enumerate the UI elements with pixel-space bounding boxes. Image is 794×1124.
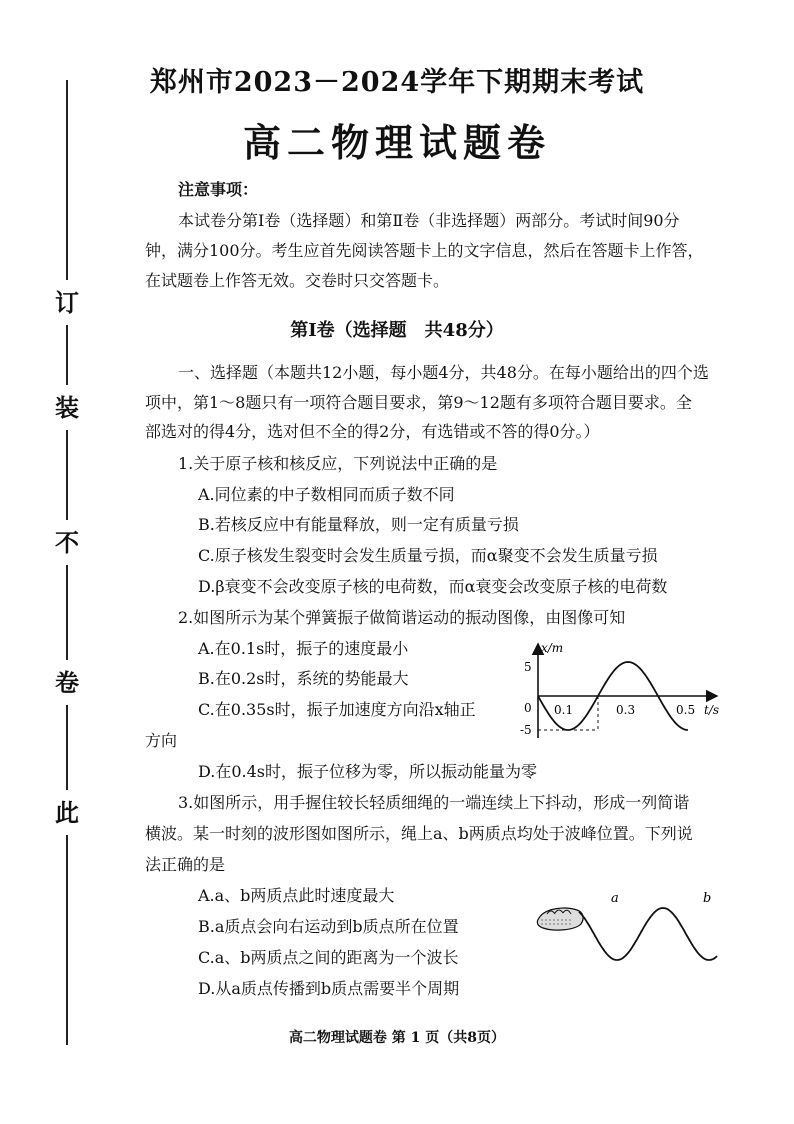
question-option: A.a、b两质点此时速度最大 <box>198 886 395 905</box>
tick-label: 0.1 <box>554 703 574 717</box>
question-stem: 1.关于原子核和核反应，下列说法中正确的是 <box>178 454 498 473</box>
x-axis-label: t/s <box>704 703 720 717</box>
question-option: A.同位素的中子数相同而质子数不同 <box>198 485 455 504</box>
part1-instructions: 部选对的得4分，选对但不全的得2分，有选错或不答的得0分。） <box>145 422 600 441</box>
margin-char: 卷 <box>55 668 79 697</box>
point-b-label: b <box>703 891 712 906</box>
margin-rule <box>66 430 68 520</box>
question-option: B.a质点会向右运动到b质点所在位置 <box>198 917 459 936</box>
hand-icon <box>537 908 583 930</box>
page-footer: 高二物理试题卷 第 1 页（共8页） <box>288 1030 506 1046</box>
question-stem: 法正确的是 <box>145 855 226 874</box>
exam-title: 郑州市2023－2024学年下期期末考试 <box>149 67 645 98</box>
margin-char: 不 <box>55 528 79 557</box>
question-option: 方向 <box>145 731 178 750</box>
margin-rule <box>66 835 68 1045</box>
notice-heading: 注意事项： <box>178 180 259 199</box>
question-option: D.β衰变不会改变原子核的电荷数，而α衰变会改变原子核的电荷数 <box>198 577 668 596</box>
margin-char: 订 <box>55 288 79 317</box>
margin-char: 装 <box>55 393 79 422</box>
question-option: B.若核反应中有能量释放，则一定有质量亏损 <box>198 515 519 534</box>
tick-label: 0 <box>524 701 532 715</box>
tick-label: 0.3 <box>616 703 636 717</box>
notice-line: 在试题卷上作答无效。交卷时只交答题卡。 <box>145 271 450 290</box>
paper-title: 高二物理试题卷 <box>242 120 551 165</box>
rope-wave <box>579 908 717 960</box>
margin-rule <box>66 705 68 790</box>
part1-instructions: 项中，第1～8题只有一项符合题目要求，第9～12题有多项符合题目要求。全 <box>145 393 692 412</box>
question-option: A.在0.1s时，振子的速度最小 <box>198 639 409 658</box>
question-option: D.在0.4s时，振子位移为零，所以振动能量为零 <box>198 762 538 781</box>
notice-line: 本试卷分第Ⅰ卷（选择题）和第Ⅱ卷（非选择题）两部分。考试时间90分 <box>178 211 680 230</box>
tick-label: 0.5 <box>676 703 696 717</box>
section-title: 第Ⅰ卷（选择题 共48分） <box>290 320 504 341</box>
question-option: C.原子核发生裂变时会发生质量亏损，而α聚变不会发生质量亏损 <box>198 546 658 565</box>
question-option: B.在0.2s时，系统的势能最大 <box>198 669 409 688</box>
question-stem: 横波。某一时刻的波形图如图所示，绳上a、b两质点均处于波峰位置。下列说 <box>145 824 693 843</box>
binding-margin <box>0 0 110 1124</box>
question-stem: 3.如图所示，用手握住较长轻质细绳的一端连续上下抖动，形成一列简谐 <box>178 793 690 812</box>
tick-label: 5 <box>524 660 532 674</box>
question-option: C.在0.35s时，振子加速度方向沿x轴正 <box>198 700 476 719</box>
question-option: C.a、b两质点之间的距离为一个波长 <box>198 948 459 967</box>
rope-wave-figure <box>535 890 725 970</box>
part1-instructions: 一、选择题（本题共12小题，每小题4分，共48分。在每小题给出的四个选 <box>178 363 709 382</box>
notice-line: 钟，满分100分。考生应首先阅读答题卡上的文字信息，然后在答题卡上作答， <box>145 241 704 260</box>
y-axis-label: x/m <box>541 641 564 655</box>
margin-rule <box>66 565 68 660</box>
margin-char: 此 <box>55 798 79 827</box>
margin-rule <box>66 80 68 280</box>
question-stem: 2.如图所示为某个弹簧振子做简谐运动的振动图像，由图像可知 <box>178 608 626 627</box>
question-option: D.从a质点传播到b质点需要半个周期 <box>198 979 460 998</box>
point-a-label: a <box>611 891 619 906</box>
tick-label: -5 <box>520 723 532 737</box>
vibration-graph <box>512 638 727 748</box>
